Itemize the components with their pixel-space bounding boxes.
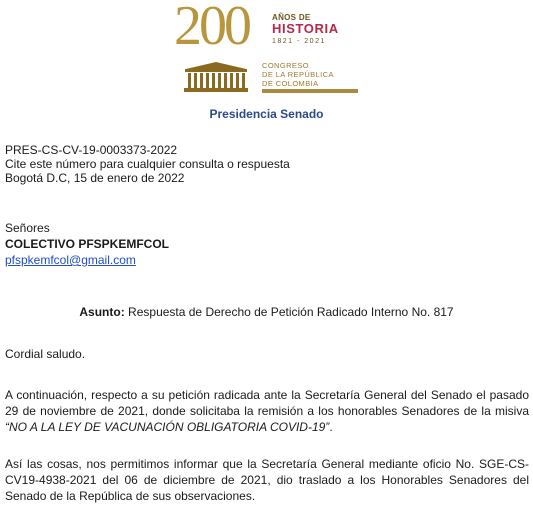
capitol-building-icon (182, 61, 250, 93)
office-title: Presidencia Senado (209, 107, 324, 121)
recipient-email-row (5, 253, 136, 267)
subject-line (0, 305, 533, 319)
recipient-name: COLECTIVO PFSPKEMFCOL (5, 237, 170, 251)
recipient-email-link[interactable]: pfspkemfcol@gmail.com (5, 253, 136, 267)
congress-underline (262, 89, 358, 93)
paragraph-2: Así las cosas, nos permitimos informar que la Secretaría General mediante oficio No. SGE-CS-CV19-4938-2021 del 06 de diciembre de 2021, dio traslado a los Honorables Senadores del Senado de la República de sus observaciones. (5, 457, 529, 503)
paragraph-1-quote: “NO A LA LEY DE VACUNACIÓN OBLIGATORIA COVID-19” (5, 420, 330, 434)
letter-date: Bogotá D.C, 15 de enero de 2022 (5, 171, 185, 185)
recipient-salutation: Señores (5, 221, 50, 235)
congress-mark (182, 59, 362, 99)
congress-name: CONGRESO DE LA REPÚBLICA DE COLOMBIA (262, 61, 334, 88)
subject-text: Respuesta de Derecho de Petición Radicado Interno No. 817 (124, 305, 454, 319)
years-label: 1821 - 2021 (272, 38, 326, 45)
anniversary-number: 200 (174, 0, 249, 57)
reference-cite-note: Cite este número para cualquier consulta o respuesta (5, 157, 290, 171)
anniversary-mark (174, 0, 364, 57)
greeting: Cordial saludo. (5, 347, 86, 361)
bicentennial-logo (168, 0, 368, 102)
anos-de-label: AÑOS DE (272, 13, 311, 22)
paragraph-1: A continuación, respecto a su petición radicada ante la Secretaría General del Senado el pasado 29 de noviembre de 2021, donde solicitaba la remisión a los honorables Senadores de la misiva “NO A LA LEY DE VACUNACIÓN OBLIGATORIA COVID-19”. (5, 388, 529, 434)
reference-code: PRES-CS-CV-19-0003373-2022 (5, 143, 178, 157)
historia-label: HISTORIA (272, 21, 339, 36)
subject-label: Asunto: (79, 305, 125, 319)
